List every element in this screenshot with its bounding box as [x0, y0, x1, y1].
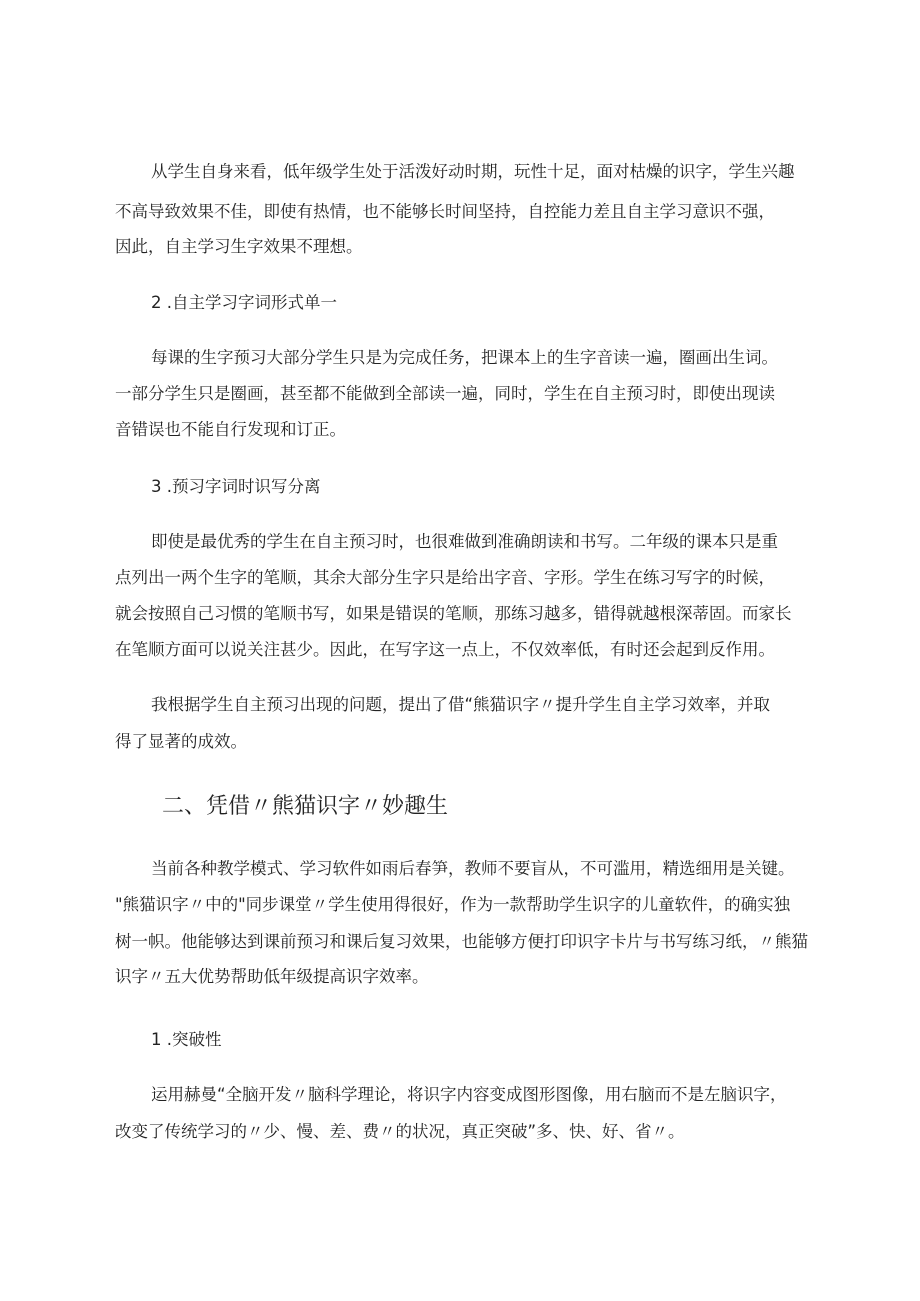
paragraph-line: 从学生自身来看，低年级学生处于活泼好动时期，玩性十足，面对枯燥的识字，学生兴趣	[151, 162, 795, 181]
paragraph-line: 当前各种教学模式、学习软件如雨后春笋，教师不要盲从，不可滥用，精选细用是关键。	[151, 859, 795, 878]
paragraph-line: 每课的生字预习大部分学生只是为完成任务，把课本上的生字音读一遍，圈画出生词。	[151, 348, 778, 367]
paragraph-line: 改变了传统学习的〃少、慢、差、费〃的状况，真正突破”多、快、好、省〃。	[115, 1122, 685, 1141]
paragraph-line: 树一帜。他能够达到课前预习和课后复习效果，也能够方便打印识字卡片与书写练习纸，〃熊猫	[115, 932, 808, 951]
paragraph-line: 我根据学生自主预习出现的问题，提出了借“熊猫识字〃提升学生自主学习效率，并取	[151, 695, 771, 714]
paragraph-line: 识字〃五大优势帮助低年级提高识字效率。	[115, 967, 429, 986]
paragraph-line: 运用赫曼“全脑开发〃脑科学理论，将识字内容变成图形图像，用右脑而不是左脑识字，	[151, 1085, 787, 1104]
paragraph-line: 在笔顺方面可以说关注甚少。因此，在写字这一点上，不仅效率低，有时还会起到反作用。	[115, 640, 775, 659]
paragraph-line: 就会按照自己习惯的笔顺书写，如果是错误的笔顺，那练习越多，错得就越根深蒂固。而家长	[115, 604, 792, 623]
paragraph-line: 一部分学生只是圈画，甚至都不能做到全部读一遍，同时，学生在自主预习时，即使出现读	[115, 384, 775, 403]
paragraph-line: 点列出一两个生字的笔顺，其余大部分生字只是给出字音、字形。学生在练习写字的时候，	[115, 568, 775, 587]
section-heading: 二、凭借〃熊猫识字〃妙趣生	[162, 794, 449, 819]
section-subheading: 1 .突破性	[151, 1030, 222, 1049]
paragraph-line: 因此，自主学习生字效果不理想。	[115, 237, 363, 256]
paragraph-line: 得了显著的成效。	[115, 732, 247, 751]
paragraph-line: 不高导致效果不佳，即使有热情，也不能够长时间坚持，自控能力差且自主学习意识不强，	[115, 202, 775, 221]
paragraph-line: 即使是最优秀的学生在自主预习时，也很难做到准确朗读和书写。二年级的课本只是重	[151, 532, 778, 551]
section-subheading: 3 .预习字词时识写分离	[151, 477, 321, 496]
paragraph-line: 音错误也不能自行发现和订正。	[115, 420, 346, 439]
section-subheading: 2 .自主学习字词形式单一	[151, 293, 337, 312]
paragraph-line: "熊猫识字〃中的"同步课堂〃学生使用得很好，作为一款帮助学生识字的儿童软件，的确实独	[115, 895, 791, 914]
